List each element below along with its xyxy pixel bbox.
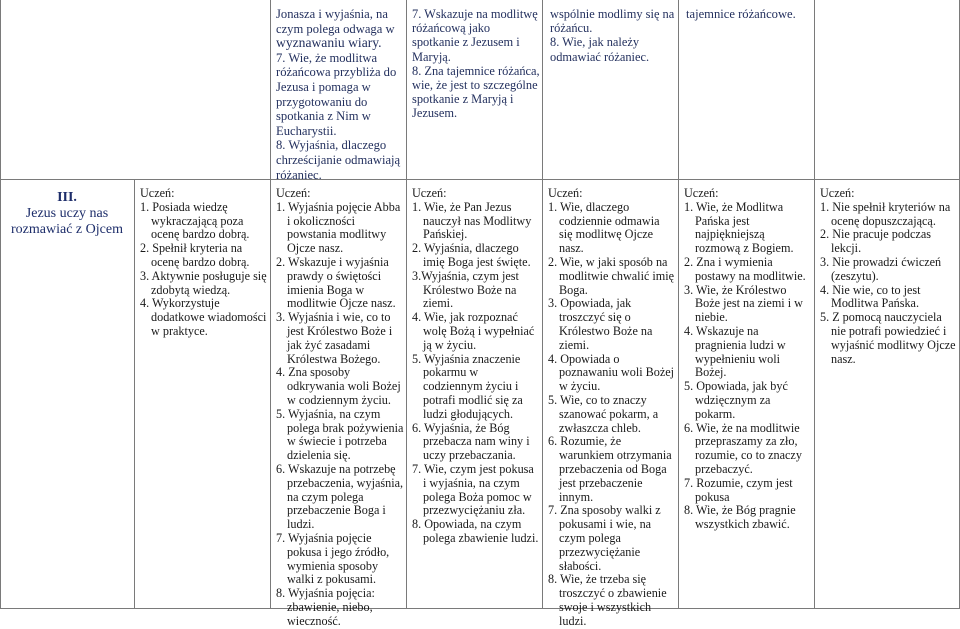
top-cell-line: 7. Wskazuje na modlitwę xyxy=(412,7,538,21)
cell-item: 5. Wyjaśnia, na czym polega brak pożywienia w świecie i potrzeba dzielenia się. xyxy=(276,406,404,463)
top-cell-line: różaniec. xyxy=(276,167,322,182)
cell-item: 2. Wie, w jaki sposób na modlitwie chwalić imię Boga. xyxy=(548,254,675,297)
cell-item: 6. Wyjaśnia, że Bóg przebacza nam winy i uczy przebaczania. xyxy=(412,420,530,463)
top-cell-col2 xyxy=(276,7,402,182)
cell-item: 6. Wie, że na modlitwie przepraszamy za zło, rozumie, co to znaczy przebaczyć. xyxy=(684,420,802,476)
top-cell-line: wspólnie modlimy się na xyxy=(550,7,675,21)
cell-item: 2. Spełnił kryteria na ocenę bardzo dobrą. xyxy=(140,241,250,269)
section-title-line: Jezus uczy nas xyxy=(25,206,109,221)
section-title-line: rozmawiać z Ojcem xyxy=(11,222,123,237)
cell-item: 1. Wie, dlaczego codziennie odmawia się modlitwę Ojcze nasz. xyxy=(548,199,660,256)
cell-item: 3. Opowiada, jak troszczyć się o Królestwo Boże na ziemi. xyxy=(548,296,653,352)
cell-item: 8. Wie, że trzeba się troszczyć o zbawienie swoje i wszystkich ludzi. xyxy=(548,572,667,628)
grade-cell-2 xyxy=(684,187,812,532)
cell-item: 7. Wyjaśnia pojęcie pokusa i jego źródło, wymienia sposoby walki z pokusami. xyxy=(276,530,390,587)
grade-cell-3 xyxy=(548,187,676,629)
top-cell-line: Jezusem. xyxy=(412,106,458,121)
cell-item: 6. Wskazuje na potrzebę przebaczenia, wyjaśnia, na czym polega przebaczenie Boga i ludzi. xyxy=(276,461,404,532)
top-cell-line: 8. Wie, jak należy xyxy=(550,35,640,50)
cell-item: 2. Zna i wymienia postawy na modlitwie. xyxy=(684,254,806,283)
cell-label: Uczeń: xyxy=(140,186,175,200)
cell-item: 3. Aktywnie posługuje się zdobytą wiedzą. xyxy=(140,268,267,297)
cell-item: 3. Wie, że Królestwo Boże jest na ziemi i w niebie. xyxy=(684,282,803,325)
top-cell-line: Maryją. xyxy=(412,49,451,64)
column-divider xyxy=(542,0,543,609)
cell-item: 5. Wyjaśnia znaczenie pokarmu w codziennym życiu i potrafi modlić się za ludzi głodujących. xyxy=(412,351,523,421)
cell-item: 8. Wyjaśnia pojęcia: zbawienie, niebo, wieczność. xyxy=(276,586,375,628)
cell-item: 2. Wskazuje i wyjaśnia prawdy o świętości imienia Boga w modlitwie Ojcze nasz. xyxy=(276,254,396,311)
section-heading xyxy=(6,190,128,238)
top-cell-line: spotkanie z Maryją i xyxy=(412,92,514,107)
cell-label: Uczeń: xyxy=(820,186,855,200)
cell-item: 1. Nie spełnił kryteriów na ocenę dopuszczającą. xyxy=(820,199,951,228)
top-cell-line: różańcową jako xyxy=(412,21,491,36)
cell-item: 2. Nie pracuje podczas lekcji. xyxy=(820,227,931,256)
top-cell-line: Eucharystii. xyxy=(276,123,337,138)
cell-item: 5. Wie, co to znaczy szanować pokarm, a zwłaszcza chleb. xyxy=(548,392,659,435)
cell-item: 8. Wie, że Bóg pragnie wszystkich zbawić. xyxy=(684,503,796,532)
grade-cell-4 xyxy=(412,187,540,546)
top-cell-line: przygotowaniu do xyxy=(276,94,368,109)
column-divider xyxy=(0,0,1,609)
top-cell-col5 xyxy=(686,7,812,21)
cell-label: Uczeń: xyxy=(412,186,447,200)
cell-item: 6. Rozumie, że warunkiem otrzymania przebaczenia od Boga jest przebaczenie innym. xyxy=(548,434,672,504)
cell-label: Uczeń: xyxy=(276,186,311,200)
top-cell-line: wyznawaniu wiary. xyxy=(276,35,382,51)
cell-item: 1. Posiada wiedzę wykraczającą poza ocenę bardzo dobrą. xyxy=(140,199,250,242)
cell-item: 8. Opowiada, na czym polega zbawienie ludzi. xyxy=(412,517,539,545)
row-divider xyxy=(0,179,960,180)
top-cell-line: chrześcijanie odmawiają xyxy=(276,152,401,167)
top-cell-col4 xyxy=(550,7,676,64)
cell-item: 7. Wie, czym jest pokusa i wyjaśnia, na czym polega Boża pomoc w przezwyciężaniu zła. xyxy=(412,461,534,518)
cell-item: 4. Opowiada o poznawaniu woli Bożej w życiu. xyxy=(548,351,675,394)
top-cell-line: spotkania z Nim w xyxy=(276,109,371,124)
column-divider xyxy=(406,0,407,609)
top-cell-line: spotkanie z Jezusem i xyxy=(412,35,520,50)
cell-item: 5. Opowiada, jak być wdzięcznym za pokarm. xyxy=(684,379,788,421)
top-cell-line: Jonasza i wyjaśnia, na xyxy=(276,7,388,21)
cell-label: Uczeń: xyxy=(684,186,719,200)
top-cell-line: 8. Wyjaśnia, dlaczego xyxy=(276,138,387,153)
cell-item: 1. Wyjaśnia pojęcie Abba i okoliczności powstania modlitwy Ojcze nasz. xyxy=(276,199,401,256)
top-cell-line: 7. Wie, że modlitwa xyxy=(276,50,378,65)
column-divider xyxy=(134,179,135,609)
cell-item: 3. Nie prowadzi ćwiczeń (zeszytu). xyxy=(820,254,942,283)
top-cell-line: wie, że jest to szczególne xyxy=(412,78,538,93)
cell-item: 3. Wyjaśnia i wie, co to jest Królestwo Boże i jak żyć zasadami Królestwa Bożego. xyxy=(276,310,393,366)
cell-item: 4. Zna sposoby odkrywania woli Bożej w codziennym życiu. xyxy=(276,365,401,407)
column-divider xyxy=(270,0,271,609)
top-cell-line: odmawiać różaniec. xyxy=(550,49,650,64)
cell-item: 2. Wyjaśnia, dlaczego imię Boga jest święte. xyxy=(412,241,531,269)
cell-item: 4. Wie, jak rozpoznać wolę Bożą i wypełniać ją w życiu. xyxy=(412,310,535,352)
cell-item: 1. Wie, że Pan Jezus nauczył nas Modlitwy Pańskiej. xyxy=(412,199,532,242)
cell-item: 4. Wykorzystuje dodatkowe wiadomości w praktyce. xyxy=(140,296,267,338)
cell-item: 5. Z pomocą nauczyciela nie potrafi powiedzieć i wyjaśnić modlitwy Ojcze nasz. xyxy=(820,310,956,366)
column-divider xyxy=(814,0,815,609)
top-cell-line: Jezusa i pomaga w xyxy=(276,79,371,94)
top-cell-line: tajemnice różańcowe. xyxy=(686,7,796,21)
top-cell-line: czym polega odwaga w xyxy=(276,21,395,36)
top-cell-line: różańcu. xyxy=(550,21,593,36)
cell-item: 4. Wskazuje na pragnienia ludzi w wypełnieniu woli Bożej. xyxy=(684,323,786,380)
grade-cell-1 xyxy=(820,187,956,366)
cell-item: 4. Nie wie, co to jest Modlitwa Pańska. xyxy=(820,282,921,311)
top-cell-line: 8. Zna tajemnice różańca, xyxy=(412,63,540,78)
cell-item: 7. Rozumie, czym jest pokusa xyxy=(684,475,793,504)
section-number: III. xyxy=(57,190,77,205)
cell-label: Uczeń: xyxy=(548,186,583,200)
top-cell-col3 xyxy=(412,7,540,121)
cell-item: 3.Wyjaśnia, czym jest Królestwo Boże na ziemi. xyxy=(412,268,519,311)
grade-cell-5 xyxy=(276,187,404,629)
top-cell-line: różańcowa przybliża do xyxy=(276,65,397,80)
cell-item: 1. Wie, że Modlitwa Pańska jest najpiękniejszą rozmową z Bogiem. xyxy=(684,199,794,256)
column-divider xyxy=(678,0,679,609)
cell-item: 7. Zna sposoby walki z pokusami i wie, na czym polega przezwyciężanie słabości. xyxy=(548,503,661,573)
grade-cell-6 xyxy=(140,187,268,339)
